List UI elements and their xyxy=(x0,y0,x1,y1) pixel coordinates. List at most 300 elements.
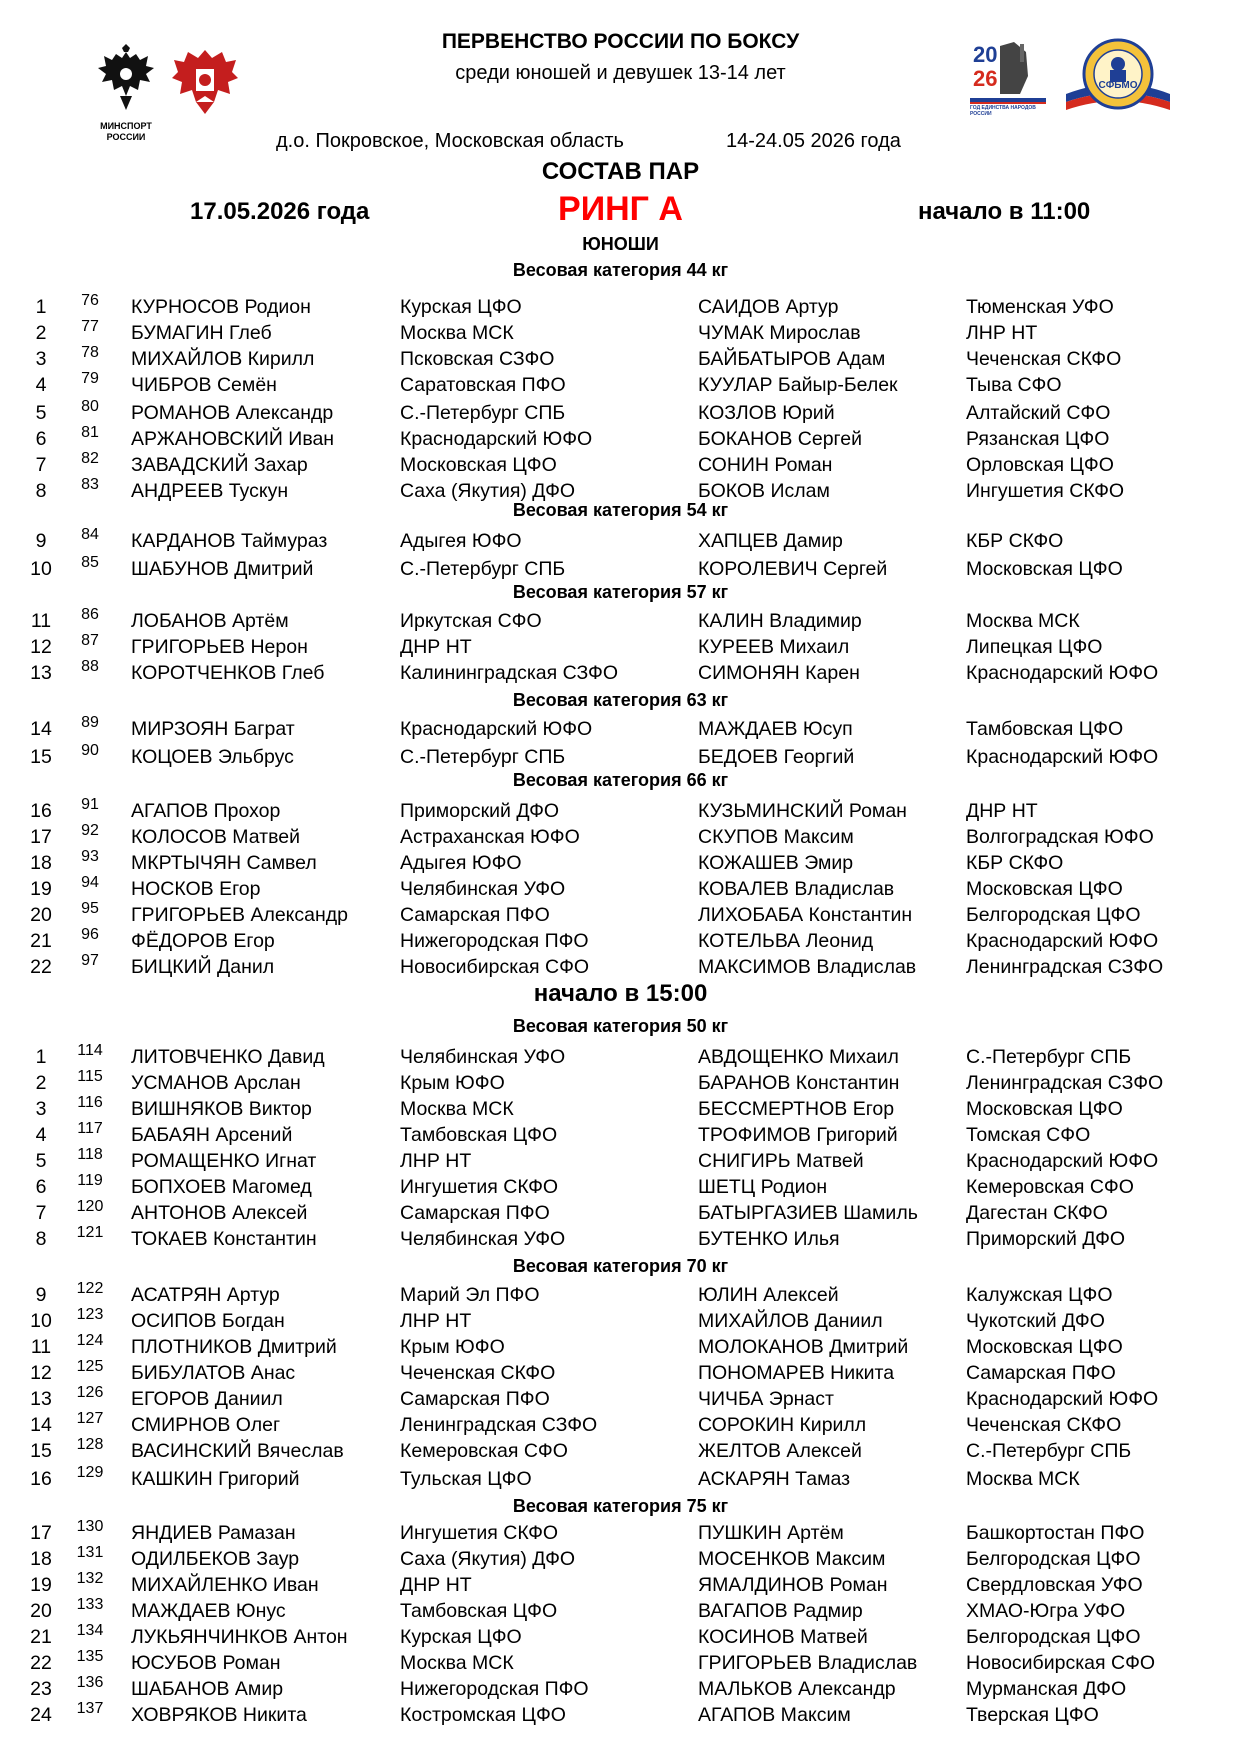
boxer-blue-region: Томская СФО xyxy=(966,1124,1091,1146)
bout-row xyxy=(0,1384,1241,1414)
bout-row xyxy=(0,926,1241,956)
boxer-blue-region: Липецкая ЦФО xyxy=(966,636,1103,658)
boxer-red-region: Саха (Якутия) ДФО xyxy=(400,480,576,502)
boxer-red-name: ЛОБАНОВ Артём xyxy=(131,610,289,632)
start-time-morning: начало в 11:00 xyxy=(918,198,1091,225)
year-top: 20 xyxy=(973,42,998,67)
bout-row xyxy=(0,742,1241,772)
boxer-blue-name: ПУШКИН Артём xyxy=(698,1522,844,1544)
bout-index: 11 xyxy=(30,1336,52,1358)
boxer-blue-region: Чеченская СКФО xyxy=(966,348,1122,370)
boxer-blue-region: Свердловская УФО xyxy=(966,1574,1143,1596)
boxer-red-name: ОСИПОВ Богдан xyxy=(131,1310,285,1332)
boxer-red-region: Приморский ДФО xyxy=(400,800,560,822)
boxer-blue-region: Белгородская ЦФО xyxy=(966,904,1141,926)
bout-number: 124 xyxy=(76,1332,104,1349)
boxer-red-region: Кемеровская СФО xyxy=(400,1440,568,1462)
boxer-red-region: Ингушетия СКФО xyxy=(400,1176,559,1198)
boxer-red-region: С.-Петербург СПБ xyxy=(400,558,566,580)
bout-row xyxy=(0,450,1241,480)
boxer-blue-name: МАКСИМОВ Владислав xyxy=(698,956,917,978)
bout-row xyxy=(0,424,1241,454)
boxer-blue-name: ТРОФИМОВ Григорий xyxy=(698,1124,898,1146)
boxer-blue-name: КУРЕЕВ Михаил xyxy=(698,636,850,658)
year-caption: ГОД ЕДИНСТВА НАРОДОВ РОССИИ xyxy=(970,105,1036,117)
boxer-blue-name: МОЛОКАНОВ Дмитрий xyxy=(698,1336,909,1358)
weight-category-heading: Весовая категория 50 кг xyxy=(512,1016,729,1036)
boxer-red-region: Адыгея ЮФО xyxy=(400,530,522,552)
championship-subtitle: среди юношей и девушек 13-14 лет xyxy=(455,62,786,84)
competition-day: 17.05.2026 года xyxy=(190,198,370,225)
boxer-blue-name: КОТЕЛЬВА Леонид xyxy=(698,930,874,952)
boxer-blue-region: Тамбовская ЦФО xyxy=(966,718,1124,740)
bout-number: 136 xyxy=(76,1674,104,1691)
bout-number: 93 xyxy=(81,848,99,865)
boxer-blue-region: Приморский ДФО xyxy=(966,1228,1126,1250)
bout-row xyxy=(0,874,1241,904)
bout-row xyxy=(0,900,1241,930)
boxer-blue-region: Москва МСК xyxy=(966,1468,1080,1490)
boxer-blue-name: БАРАНОВ Константин xyxy=(698,1072,900,1094)
bout-index: 20 xyxy=(30,1600,52,1622)
boxer-red-name: БУМАГИН Глеб xyxy=(131,322,272,344)
weight-category-heading: Весовая категория 44 кг xyxy=(512,260,729,280)
boxer-red-name: МКРТЫЧЯН Самвел xyxy=(131,852,317,874)
bout-index: 17 xyxy=(30,1522,52,1544)
bout-number: 121 xyxy=(76,1224,104,1241)
start-time-afternoon: начало в 15:00 xyxy=(533,980,708,1007)
boxer-blue-name: ПОНОМАРЕВ Никита xyxy=(698,1362,895,1384)
boxer-red-region: Нижегородская ПФО xyxy=(400,1678,589,1700)
bout-number: 115 xyxy=(77,1068,103,1085)
bout-number: 128 xyxy=(76,1436,104,1453)
bout-index: 23 xyxy=(30,1678,52,1700)
boxer-blue-region: Ленинградская СЗФО xyxy=(966,1072,1164,1094)
boxer-blue-name: ГРИГОРЬЕВ Владислав xyxy=(698,1652,918,1674)
bout-index: 14 xyxy=(30,718,52,740)
boxer-blue-name: ЮЛИН Алексей xyxy=(698,1284,839,1306)
bout-index: 7 xyxy=(35,1202,47,1224)
boxer-blue-name: ЧУМАК Мирослав xyxy=(698,322,861,344)
bout-index: 19 xyxy=(30,878,52,900)
bout-number: 126 xyxy=(76,1384,104,1401)
bout-number: 95 xyxy=(81,900,99,917)
bout-index: 21 xyxy=(30,1626,52,1648)
boxer-blue-name: СОРОКИН Кирилл xyxy=(698,1414,867,1436)
bout-number: 125 xyxy=(76,1358,104,1375)
bout-number: 89 xyxy=(81,714,99,731)
boxer-red-name: ЗАВАДСКИЙ Захар xyxy=(131,454,308,476)
bout-row xyxy=(0,1518,1241,1548)
boxer-blue-name: КОЖАШЕВ Эмир xyxy=(698,852,854,874)
boxer-red-name: ВИШНЯКОВ Виктор xyxy=(131,1098,312,1120)
boxer-blue-name: МОСЕНКОВ Максим xyxy=(698,1548,886,1570)
boxer-red-name: КАШКИН Григорий xyxy=(131,1468,300,1490)
boxer-red-region: Нижегородская ПФО xyxy=(400,930,589,952)
boxer-red-name: ЮСУБОВ Роман xyxy=(131,1652,281,1674)
bout-index: 11 xyxy=(30,610,52,632)
boxer-blue-region: ЛНР НТ xyxy=(966,322,1038,344)
bout-row xyxy=(0,1570,1241,1600)
boxer-red-name: МИРЗОЯН Баграт xyxy=(131,718,295,740)
bout-number: 119 xyxy=(77,1172,103,1189)
boxer-blue-name: КОВАЛЕВ Владислав xyxy=(698,878,895,900)
bout-number: 120 xyxy=(76,1198,104,1215)
boxer-blue-region: С.-Петербург СПБ xyxy=(966,1440,1132,1462)
bout-row xyxy=(0,632,1241,662)
bout-number: 97 xyxy=(81,952,99,969)
bout-number: 81 xyxy=(81,424,99,441)
boxer-red-name: КОЛОСОВ Матвей xyxy=(131,826,300,848)
bout-row xyxy=(0,1358,1241,1388)
boxer-red-region: Краснодарский ЮФО xyxy=(400,718,593,740)
boxer-blue-region: Чеченская СКФО xyxy=(966,1414,1122,1436)
boxer-red-name: АНДРЕЕВ Тускун xyxy=(131,480,289,502)
year-bottom: 26 xyxy=(973,66,998,91)
boxer-blue-region: Краснодарский ЮФО xyxy=(966,746,1159,768)
boxer-red-region: Москва МСК xyxy=(400,322,514,344)
boxer-blue-name: БАЙБАТЫРОВ Адам xyxy=(698,348,886,370)
boxer-blue-region: Башкортостан ПФО xyxy=(966,1522,1145,1544)
boxer-blue-name: КУЗЬМИНСКИЙ Роман xyxy=(698,800,907,822)
boxer-blue-name: КОРОЛЕВИЧ Сергей xyxy=(698,558,888,580)
bout-index: 12 xyxy=(30,636,52,658)
ring-label: РИНГ А xyxy=(558,190,683,228)
bout-row xyxy=(0,1622,1241,1652)
boxer-red-region: Тульская ЦФО xyxy=(400,1468,532,1490)
boxer-red-name: БОПХОЕВ Магомед xyxy=(131,1176,312,1198)
championship-title: ПЕРВЕНСТВО РОССИИ ПО БОКСУ xyxy=(441,30,800,53)
bout-number: 117 xyxy=(77,1120,103,1137)
boxer-red-region: ЛНР НТ xyxy=(400,1310,472,1332)
boxer-red-region: Москва МСК xyxy=(400,1652,514,1674)
boxer-red-region: Ингушетия СКФО xyxy=(400,1522,559,1544)
bout-number: 86 xyxy=(81,606,99,623)
boxer-red-region: Тамбовская ЦФО xyxy=(400,1600,558,1622)
bout-number: 94 xyxy=(81,874,99,891)
bout-number: 131 xyxy=(76,1544,104,1561)
boxer-red-name: ФЁДОРОВ Егор xyxy=(131,930,275,952)
bout-row xyxy=(0,1464,1241,1494)
boxer-red-name: КУРНОСОВ Родион xyxy=(131,296,311,318)
bout-number: 116 xyxy=(77,1094,103,1111)
bout-index: 1 xyxy=(35,1046,47,1068)
bout-row xyxy=(0,318,1241,348)
bout-index: 1 xyxy=(35,296,47,318)
minsport-logo xyxy=(92,44,160,142)
boxer-blue-name: АСКАРЯН Тамаз xyxy=(698,1468,851,1490)
boxer-blue-region: Алтайский СФО xyxy=(966,402,1111,424)
boxer-red-region: Самарская ПФО xyxy=(400,904,550,926)
bout-number: 92 xyxy=(81,822,99,839)
bout-number: 79 xyxy=(81,370,99,387)
weight-category-heading: Весовая категория 63 кг xyxy=(512,690,729,710)
bout-index: 18 xyxy=(30,1548,52,1570)
bout-row xyxy=(0,554,1241,584)
bout-index: 18 xyxy=(30,852,52,874)
bout-number: 83 xyxy=(81,476,99,493)
weight-category-heading: Весовая категория 75 кг xyxy=(512,1496,729,1516)
boxer-red-name: МИХАЙЛЕНКО Иван xyxy=(131,1574,319,1596)
bout-number: 133 xyxy=(76,1596,104,1613)
bout-index: 21 xyxy=(30,930,52,952)
bout-row xyxy=(0,952,1241,982)
bout-row xyxy=(0,1094,1241,1124)
bout-row xyxy=(0,292,1241,322)
bout-row xyxy=(0,1544,1241,1574)
bout-number: 80 xyxy=(81,398,99,415)
bout-index: 10 xyxy=(30,558,52,580)
boxer-red-name: ГРИГОРЬЕВ Нерон xyxy=(131,636,308,658)
pairs-heading: СОСТАВ ПАР xyxy=(541,158,700,185)
bout-number: 114 xyxy=(77,1042,103,1059)
boxer-red-region: Адыгея ЮФО xyxy=(400,852,522,874)
boxer-blue-region: Тверская ЦФО xyxy=(966,1704,1099,1726)
boxer-blue-region: Тюменская УФО xyxy=(966,296,1114,318)
boxer-red-region: Астраханская ЮФО xyxy=(400,826,580,848)
bout-row xyxy=(0,796,1241,826)
boxer-red-name: ШАБАНОВ Амир xyxy=(131,1678,284,1700)
boxer-blue-region: Кемеровская СФО xyxy=(966,1176,1134,1198)
boxer-blue-region: Чукотский ДФО xyxy=(966,1310,1105,1332)
boxer-red-region: Тамбовская ЦФО xyxy=(400,1124,558,1146)
bout-row xyxy=(0,476,1241,506)
bout-index: 17 xyxy=(30,826,52,848)
bout-index: 2 xyxy=(35,1072,47,1094)
bout-number: 88 xyxy=(81,658,99,675)
boxer-blue-region: ХМАО-Югра УФО xyxy=(966,1600,1126,1622)
bout-number: 84 xyxy=(81,526,99,543)
boxer-blue-name: БАТЫРГАЗИЕВ Шамиль xyxy=(698,1202,918,1224)
bout-number: 135 xyxy=(76,1648,104,1665)
boxer-blue-region: Дагестан СКФО xyxy=(966,1202,1108,1224)
bout-row xyxy=(0,1700,1241,1730)
boxer-red-region: Саха (Якутия) ДФО xyxy=(400,1548,576,1570)
bout-number: 137 xyxy=(76,1700,104,1717)
boxer-blue-region: Московская ЦФО xyxy=(966,558,1123,580)
boxer-red-name: ЧИБРОВ Семён xyxy=(131,374,277,396)
boxer-blue-name: ЛИХОБАБА Константин xyxy=(698,904,913,926)
bout-row xyxy=(0,398,1241,428)
boxer-red-name: АРЖАНОВСКИЙ Иван xyxy=(131,428,335,450)
bout-row xyxy=(0,370,1241,400)
boxer-red-name: МАЖДАЕВ Юнус xyxy=(131,1600,286,1622)
bout-number: 118 xyxy=(77,1146,103,1163)
bout-index: 12 xyxy=(30,1362,52,1384)
bout-number: 82 xyxy=(81,450,99,467)
boxer-red-name: ТОКАЕВ Константин xyxy=(131,1228,317,1250)
bout-index: 9 xyxy=(35,1284,47,1306)
boxer-red-region: ЛНР НТ xyxy=(400,1150,472,1172)
bout-index: 8 xyxy=(35,480,47,502)
bout-index: 9 xyxy=(35,530,47,552)
bout-row xyxy=(0,1172,1241,1202)
bout-index: 7 xyxy=(35,454,47,476)
bout-index: 5 xyxy=(35,402,47,424)
bout-row xyxy=(0,344,1241,374)
boxer-red-region: ДНР НТ xyxy=(400,1574,472,1596)
boxer-red-region: Чеченская СКФО xyxy=(400,1362,556,1384)
bout-number: 76 xyxy=(81,292,99,309)
bout-number: 87 xyxy=(81,632,99,649)
boxer-red-region: Псковская СЗФО xyxy=(400,348,555,370)
boxer-red-name: АГАПОВ Прохор xyxy=(131,800,281,822)
bout-index: 4 xyxy=(35,374,47,396)
boxer-blue-name: КАЛИН Владимир xyxy=(698,610,862,632)
boxer-red-region: Курская ЦФО xyxy=(400,1626,522,1648)
boxer-red-name: АСАТРЯН Артур xyxy=(131,1284,280,1306)
bout-row xyxy=(0,1436,1241,1466)
bout-index: 6 xyxy=(35,1176,47,1198)
bout-index: 22 xyxy=(30,1652,52,1674)
boxer-blue-name: СИМОНЯН Карен xyxy=(698,662,860,684)
bout-number: 122 xyxy=(76,1280,104,1297)
boxer-blue-region: КБР СКФО xyxy=(966,852,1064,874)
boxer-red-region: Челябинская УФО xyxy=(400,1046,566,1068)
bout-row xyxy=(0,1198,1241,1228)
boxer-blue-name: КУУЛАР Байыр-Белек xyxy=(698,374,898,396)
boxer-red-name: РОМАЩЕНКО Игнат xyxy=(131,1150,317,1172)
boxer-blue-region: Краснодарский ЮФО xyxy=(966,930,1159,952)
bout-number: 96 xyxy=(81,926,99,943)
bout-index: 22 xyxy=(30,956,52,978)
weight-category-heading: Весовая категория 57 кг xyxy=(512,582,729,602)
bout-row xyxy=(0,1068,1241,1098)
boxer-red-name: СМИРНОВ Олег xyxy=(131,1414,281,1436)
boxer-red-region: ДНР НТ xyxy=(400,636,472,658)
boxer-blue-name: БОКОВ Ислам xyxy=(698,480,830,502)
sfbmo-label: СФБМО xyxy=(1098,80,1138,91)
boxer-blue-region: Новосибирская СФО xyxy=(966,1652,1156,1674)
boxer-red-region: Марий Эл ПФО xyxy=(400,1284,540,1306)
boxer-red-region: Краснодарский ЮФО xyxy=(400,428,593,450)
bout-row xyxy=(0,1648,1241,1678)
boxer-red-region: Самарская ПФО xyxy=(400,1388,550,1410)
boxer-red-name: БАБАЯН Арсений xyxy=(131,1124,293,1146)
bout-index: 4 xyxy=(35,1124,47,1146)
boxer-blue-name: АГАПОВ Максим xyxy=(698,1704,851,1726)
boxer-red-region: С.-Петербург СПБ xyxy=(400,402,566,424)
venue: д.о. Покровское, Московская область xyxy=(276,130,624,152)
boxer-blue-region: Московская ЦФО xyxy=(966,1336,1123,1358)
boxer-blue-name: ЧИЧБА Эрнаст xyxy=(698,1388,834,1410)
bout-row xyxy=(0,1410,1241,1440)
boxer-red-region: Челябинская УФО xyxy=(400,1228,566,1250)
boxer-blue-name: БЕДОЕВ Георгий xyxy=(698,746,855,768)
boxer-red-region: Новосибирская СФО xyxy=(400,956,590,978)
boxer-blue-region: С.-Петербург СПБ xyxy=(966,1046,1132,1068)
boxer-blue-name: МИХАЙЛОВ Даниил xyxy=(698,1310,883,1332)
bout-number: 132 xyxy=(76,1570,104,1587)
boxer-red-name: УСМАНОВ Арслан xyxy=(131,1072,301,1094)
boxer-blue-region: Орловская ЦФО xyxy=(966,454,1114,476)
weight-category-heading: Весовая категория 54 кг xyxy=(512,500,729,520)
bout-index: 16 xyxy=(30,800,52,822)
boxer-red-region: Челябинская УФО xyxy=(400,878,566,900)
boxer-red-name: БИБУЛАТОВ Анас xyxy=(131,1362,296,1384)
boxer-red-name: ЕГОРОВ Даниил xyxy=(131,1388,283,1410)
boxer-blue-region: Московская ЦФО xyxy=(966,1098,1123,1120)
event-dates: 14-24.05 2026 года xyxy=(726,130,901,152)
boxer-red-name: КАРДАНОВ Таймураз xyxy=(131,530,328,552)
boxer-blue-name: ХАПЦЕВ Дамир xyxy=(698,530,843,552)
boxer-blue-region: Ленинградская СЗФО xyxy=(966,956,1164,978)
boxer-blue-region: Самарская ПФО xyxy=(966,1362,1116,1384)
bout-index: 20 xyxy=(30,904,52,926)
boxer-red-name: ХОВРЯКОВ Никита xyxy=(131,1704,307,1726)
bout-index: 15 xyxy=(30,746,52,768)
bout-row xyxy=(0,606,1241,636)
bout-row xyxy=(0,1306,1241,1336)
bout-row xyxy=(0,1224,1241,1254)
boxer-red-name: ЛУКЬЯНЧИНКОВ Антон xyxy=(131,1626,348,1648)
boxer-red-name: АНТОНОВ Алексей xyxy=(131,1202,308,1224)
boxer-blue-region: Московская ЦФО xyxy=(966,878,1123,900)
bout-number: 91 xyxy=(81,796,99,813)
bout-number: 127 xyxy=(76,1410,104,1427)
boxer-blue-name: ЯМАЛДИНОВ Роман xyxy=(698,1574,888,1596)
minsport-caption: МИНСПОРТ РОССИИ xyxy=(100,121,152,142)
boxer-blue-region: Краснодарский ЮФО xyxy=(966,1150,1159,1172)
boxer-red-region: Саратовская ПФО xyxy=(400,374,566,396)
bout-row xyxy=(0,822,1241,852)
boxer-blue-name: АВДОЩЕНКО Михаил xyxy=(698,1046,899,1068)
bout-index: 16 xyxy=(30,1468,52,1490)
group-label: ЮНОШИ xyxy=(582,234,659,254)
boxer-red-name: БИЦКИЙ Данил xyxy=(131,956,275,978)
boxer-blue-name: СНИГИРЬ Матвей xyxy=(698,1150,864,1172)
bout-index: 19 xyxy=(30,1574,52,1596)
boxer-red-name: ШАБУНОВ Дмитрий xyxy=(131,558,314,580)
bout-row xyxy=(0,714,1241,744)
boxer-red-region: Иркутская СФО xyxy=(400,610,542,632)
boxer-blue-name: МАЛЬКОВ Александр xyxy=(698,1678,896,1700)
boxer-blue-name: СОНИН Роман xyxy=(698,454,833,476)
boxer-red-name: ГРИГОРЬЕВ Александр xyxy=(131,904,349,926)
boxer-red-name: КОЦОЕВ Эльбрус xyxy=(131,746,294,768)
boxer-blue-name: БУТЕНКО Илья xyxy=(698,1228,840,1250)
boxer-red-name: ЛИТОВЧЕНКО Давид xyxy=(131,1046,325,1068)
boxer-red-region: Ленинградская СЗФО xyxy=(400,1414,598,1436)
bout-number: 90 xyxy=(81,742,99,759)
bout-number: 129 xyxy=(76,1464,104,1481)
boxer-blue-region: Белгородская ЦФО xyxy=(966,1548,1141,1570)
boxer-blue-region: Тыва СФО xyxy=(966,374,1062,396)
bout-number: 78 xyxy=(81,344,99,361)
boxer-blue-region: КБР СКФО xyxy=(966,530,1064,552)
bout-row xyxy=(0,526,1241,556)
bout-index: 10 xyxy=(30,1310,52,1332)
bout-row xyxy=(0,1332,1241,1362)
bout-index: 14 xyxy=(30,1414,52,1436)
bout-number: 134 xyxy=(76,1622,104,1639)
boxer-blue-name: МАЖДАЕВ Юсуп xyxy=(698,718,853,740)
boxer-blue-region: Краснодарский ЮФО xyxy=(966,662,1159,684)
boxer-red-region: С.-Петербург СПБ xyxy=(400,746,566,768)
boxer-red-name: МИХАЙЛОВ Кирилл xyxy=(131,348,315,370)
bout-row xyxy=(0,1042,1241,1072)
bout-index: 13 xyxy=(30,662,52,684)
bout-index: 3 xyxy=(35,1098,47,1120)
bout-number: 123 xyxy=(76,1306,104,1323)
boxer-blue-region: Белгородская ЦФО xyxy=(966,1626,1141,1648)
bout-index: 8 xyxy=(35,1228,47,1250)
bout-number: 85 xyxy=(81,554,99,571)
boxer-blue-region: Рязанская ЦФО xyxy=(966,428,1110,450)
boxer-blue-region: Волгоградская ЮФО xyxy=(966,826,1154,848)
boxer-blue-name: ШЕТЦ Родион xyxy=(698,1176,828,1198)
bout-number: 130 xyxy=(76,1518,104,1535)
